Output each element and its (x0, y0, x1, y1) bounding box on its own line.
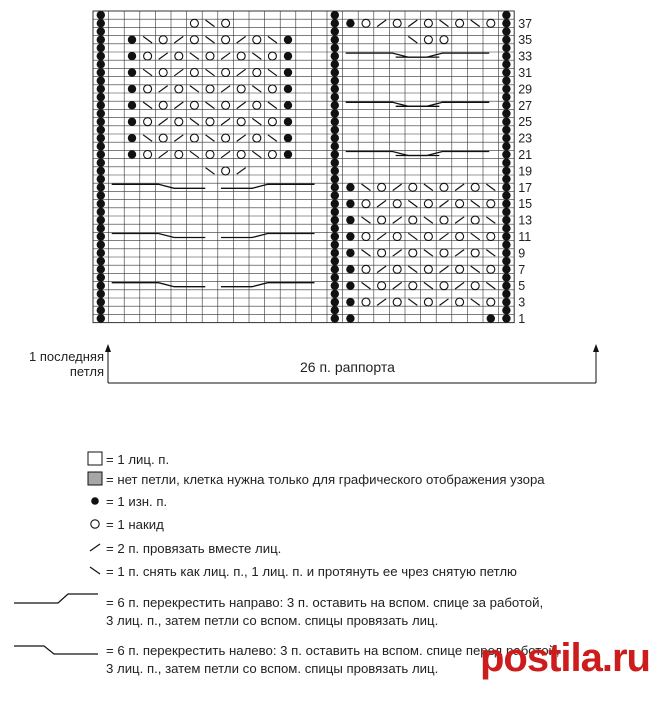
yarn-over-icon (91, 520, 99, 528)
purl-dot (502, 60, 510, 68)
purl-dot (97, 19, 105, 27)
purl-dot (346, 282, 354, 290)
purl-dot (331, 93, 339, 101)
purl-dot (97, 93, 105, 101)
purl-dot (331, 159, 339, 167)
purl-dot (331, 224, 339, 232)
row-number: 27 (518, 98, 533, 113)
purl-dot (97, 224, 105, 232)
purl-dot (331, 290, 339, 298)
row-number: 7 (518, 262, 526, 277)
purl-dot (502, 257, 510, 265)
purl-dot (331, 52, 339, 60)
purl-dot (346, 249, 354, 257)
purl-dot (97, 52, 105, 60)
purl-dot (502, 52, 510, 60)
row-number: 31 (518, 66, 533, 80)
purl-dot (97, 314, 105, 322)
purl-dot (331, 183, 339, 191)
purl-dot (284, 52, 292, 60)
purl-dot (331, 11, 339, 19)
purl-dot (128, 101, 136, 109)
purl-dot (346, 216, 354, 224)
purl-dot (97, 306, 105, 314)
purl-dot (502, 68, 510, 76)
purl-dot (502, 150, 510, 158)
legend-yarn-over: = 1 накид (106, 517, 164, 532)
purl-dot (97, 208, 105, 216)
purl-dot (502, 118, 510, 126)
purl-dot (331, 150, 339, 158)
arrow-up-right-icon (593, 344, 599, 352)
purl-dot (331, 249, 339, 257)
purl-dot (128, 85, 136, 93)
purl-dot (97, 159, 105, 167)
purl-dot (97, 241, 105, 249)
purl-dot (331, 109, 339, 117)
purl-dot (331, 118, 339, 126)
watermark-logo: postila.ru (479, 636, 650, 680)
purl-dot (487, 314, 495, 322)
knit-square-icon (88, 452, 102, 465)
purl-dot (502, 93, 510, 101)
purl-dot (502, 159, 510, 167)
purl-dot (284, 150, 292, 158)
row-number: 25 (518, 115, 533, 130)
purl-dot (502, 191, 510, 199)
purl-dot (346, 232, 354, 240)
row-number: 21 (518, 148, 533, 162)
purl-dot (284, 118, 292, 126)
no-stitch-square-icon (88, 472, 102, 485)
purl-dot (331, 175, 339, 183)
purl-dot-icon (91, 497, 99, 505)
purl-dot (502, 27, 510, 35)
row-number: 29 (518, 82, 533, 97)
purl-dot (331, 85, 339, 93)
purl-dot (97, 290, 105, 298)
purl-dot (97, 232, 105, 240)
purl-dot (97, 85, 105, 93)
purl-dot (331, 232, 339, 240)
ssk-icon (90, 567, 100, 574)
purl-dot (97, 44, 105, 52)
purl-dot (346, 183, 354, 191)
purl-dot (502, 11, 510, 19)
legend-cable-left-2: 3 лиц. п., затем петли со вспом. спицы провязать лиц. (106, 661, 439, 676)
purl-dot (502, 249, 510, 257)
purl-dot (97, 27, 105, 35)
legend-purl: = 1 изн. п. (106, 494, 168, 509)
purl-dot (331, 306, 339, 314)
purl-dot (502, 36, 510, 44)
purl-dot (284, 101, 292, 109)
row-number: 35 (518, 33, 533, 48)
purl-dot (97, 101, 105, 109)
row-number: 1 (518, 312, 526, 326)
row-number: 9 (518, 246, 526, 261)
row-number: 17 (518, 180, 533, 195)
purl-dot (128, 68, 136, 76)
purl-dot (502, 216, 510, 224)
purl-dot (346, 298, 354, 306)
purl-dot (502, 273, 510, 281)
purl-dot (331, 208, 339, 216)
purl-dot (97, 150, 105, 158)
purl-dot (502, 208, 510, 216)
purl-dot (502, 298, 510, 306)
row-number: 33 (518, 49, 533, 64)
purl-dot (502, 101, 510, 109)
purl-dot (97, 11, 105, 19)
purl-dot (331, 36, 339, 44)
purl-dot (502, 134, 510, 142)
purl-dot (331, 126, 339, 134)
row-number: 37 (518, 16, 533, 31)
purl-dot (502, 109, 510, 117)
purl-dot (331, 273, 339, 281)
arrow-up-left-icon (105, 344, 111, 352)
purl-dot (502, 282, 510, 290)
purl-dot (502, 314, 510, 322)
last-stitch-label: 1 последняя петля (29, 349, 104, 379)
purl-dot (97, 257, 105, 265)
purl-dot (502, 77, 510, 85)
purl-dot (97, 183, 105, 191)
purl-dot (97, 60, 105, 68)
purl-dot (128, 52, 136, 60)
purl-dot (97, 77, 105, 85)
purl-dot (502, 142, 510, 150)
purl-dot (284, 68, 292, 76)
purl-dot (502, 126, 510, 134)
purl-dot (331, 191, 339, 199)
row-number: 11 (518, 230, 532, 244)
row-number: 13 (518, 213, 533, 228)
purl-dot (284, 85, 292, 93)
purl-dot (331, 101, 339, 109)
purl-dot (331, 314, 339, 322)
k2tog-icon (90, 544, 100, 551)
legend-ssk: = 1 п. снять как лиц. п., 1 лиц. п. и протянуть ее чрез снятую петлю (106, 564, 517, 579)
purl-dot (97, 134, 105, 142)
purl-dot (97, 282, 105, 290)
purl-dot (97, 298, 105, 306)
purl-dot (97, 175, 105, 183)
purl-dot (97, 142, 105, 150)
purl-dot (502, 200, 510, 208)
purl-dot (346, 314, 354, 322)
purl-dot (128, 134, 136, 142)
purl-dot (331, 142, 339, 150)
purl-dot (331, 257, 339, 265)
cable-right-icon (14, 594, 98, 603)
purl-dot (502, 306, 510, 314)
legend-k2tog: = 2 п. провязать вместе лиц. (106, 541, 282, 556)
purl-dot (128, 150, 136, 158)
purl-dot (331, 241, 339, 249)
purl-dot (331, 167, 339, 175)
purl-dot (284, 36, 292, 44)
repeat-label: 26 п. раппорта (300, 359, 395, 375)
purl-dot (97, 126, 105, 134)
purl-dot (97, 249, 105, 257)
legend-cable-left-1: = 6 п. перекрестить налево: 3 п. оставить на вспом. спице перед работой, (106, 643, 560, 658)
purl-dot (331, 200, 339, 208)
purl-dot (331, 44, 339, 52)
purl-dot (97, 216, 105, 224)
purl-dot (502, 19, 510, 27)
purl-dot (97, 36, 105, 44)
purl-dot (502, 175, 510, 183)
purl-dot (502, 265, 510, 273)
purl-dot (502, 44, 510, 52)
row-number: 3 (518, 295, 526, 310)
row-number: 5 (518, 279, 526, 294)
legend-knit: = 1 лиц. п. (106, 452, 170, 467)
legend-cable-right-1: = 6 п. перекрестить направо: 3 п. оставить на вспом. спице за работой, (106, 595, 544, 610)
purl-dot (97, 265, 105, 273)
purl-dot (331, 298, 339, 306)
purl-dot (346, 200, 354, 208)
purl-dot (128, 118, 136, 126)
purl-dot (331, 68, 339, 76)
purl-dot (331, 265, 339, 273)
purl-dot (331, 27, 339, 35)
row-number: 15 (518, 197, 533, 212)
purl-dot (502, 290, 510, 298)
purl-dot (502, 85, 510, 93)
purl-dot (97, 273, 105, 281)
purl-dot (346, 19, 354, 27)
purl-dot (97, 200, 105, 208)
purl-dot (331, 282, 339, 290)
purl-dot (502, 224, 510, 232)
purl-dot (502, 183, 510, 191)
legend-no-stitch: = нет петли, клетка нужна только для графического отображения узора (106, 472, 545, 487)
purl-dot (97, 118, 105, 126)
purl-dot (502, 232, 510, 240)
row-number: 23 (518, 131, 533, 146)
cable-left-icon (14, 646, 98, 654)
purl-dot (331, 216, 339, 224)
purl-dot (346, 265, 354, 273)
purl-dot (97, 68, 105, 76)
purl-dot (331, 77, 339, 85)
purl-dot (97, 167, 105, 175)
purl-dot (331, 60, 339, 68)
purl-dot (97, 191, 105, 199)
purl-dot (128, 36, 136, 44)
purl-dot (331, 134, 339, 142)
purl-dot (284, 134, 292, 142)
purl-dot (502, 167, 510, 175)
purl-dot (97, 109, 105, 117)
row-number: 19 (518, 164, 533, 179)
purl-dot (331, 19, 339, 27)
legend-cable-right-2: 3 лиц. п., затем петли со вспом. спицы провязать лиц. (106, 613, 439, 628)
purl-dot (502, 241, 510, 249)
